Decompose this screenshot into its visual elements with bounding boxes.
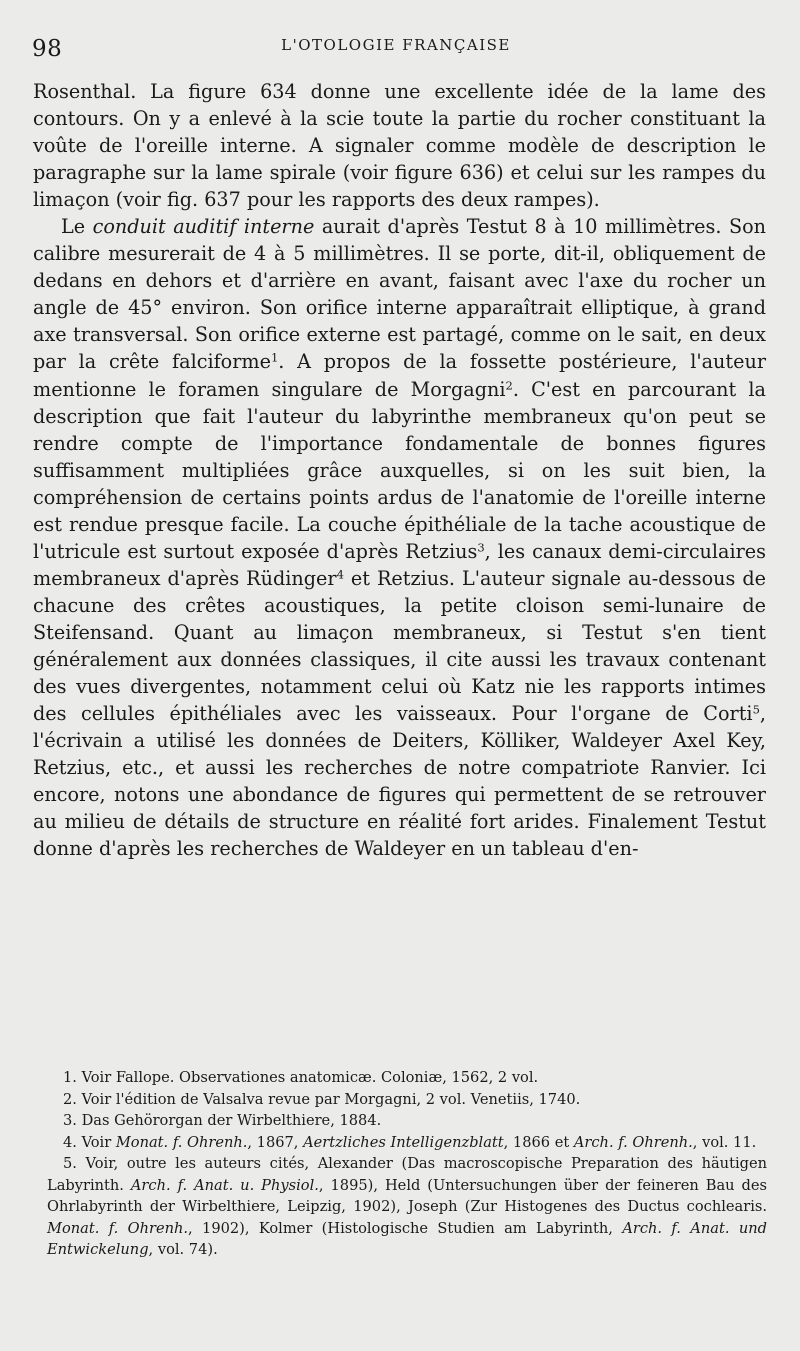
footnote-ref-4: 4 [336, 567, 344, 582]
footnote-4 [47, 1132, 767, 1154]
page-number: 98 [32, 36, 63, 62]
text-run: , 1867, [247, 1133, 304, 1151]
text-run: , 1902), Kolmer (Histologische Studien am Labyrinth, [188, 1219, 623, 1237]
text-run: , 1866 et [503, 1133, 574, 1151]
journal-title: Monat. f. Ohrenh. [47, 1219, 189, 1237]
text-run: , vol. 74). [148, 1241, 218, 1258]
footnote-ref-1: 1 [270, 351, 279, 366]
text-run: aurait d'après Testut 8 à 10 millimètres. Son calibre mesurerait de 4 à 5 millimètres. Il se porte, dit-il, obliquement de dedans en dehors et d'arrière en avant, faisant avec l'axe du rocher un angle de 45° environ. Son orifice interne apparaîtrait elliptique, à grand axe transversal. Son orifice externe est partagé, comme on le sait, en deux par la crête falciforme [33, 215, 766, 374]
text-run: 4. Voir [63, 1133, 116, 1151]
footnote-ref-3: 3 [477, 540, 485, 555]
journal-title: Arch. f. Anat. und Entwickelung [47, 1219, 767, 1258]
journal-title: Arch. f. Anat. u. Physiol. [130, 1176, 319, 1194]
text-run: Le [61, 215, 93, 239]
text-run: et Retzius. L'auteur signale au-dessous de chacune des crêtes acoustiques, la petite cloison semi-lunaire de Steifensand. Quant au limaçon membraneux, si Testut s'en tient généralement aux données classiques, il cite aussi les travaux contenant des vues divergentes, notamment celui où Katz nie les rapports intimes des cellules épithéliales avec les vaisseaux. Pour l'organe de Corti [33, 566, 766, 726]
footnote-2: 2. Voir l'édition de Valsalva revue par Morgagni, 2 vol. Venetiis, 1740. [63, 1090, 581, 1108]
main-text [33, 78, 766, 862]
footnote-3: 3. Das Gehörorgan der Wirbelthiere, 1884. [63, 1112, 382, 1129]
text-run: , l'écrivain a utilisé les données de Deiters, Kölliker, Waldeyer Axel Key, Retzius, etc., et aussi les recherches de notre compatriote Ranvier. Ici encore, notons une abondance de figures qui permettent de se retrouver au milieu de détails de structure en réalité fort arides. Finalement Testut donne d'après les recherches de Waldeyer en un tableau d'en- [33, 702, 766, 861]
italic-term: conduit auditif interne [92, 215, 315, 239]
text-run: . A propos de la fossette postérieure, l'auteur mentionne le foramen singulare de Morgagni [33, 350, 766, 401]
footnote-5 [47, 1153, 767, 1261]
journal-title: Monat. f. Ohrenh. [115, 1133, 248, 1151]
text-run: , 1895), Held (Untersuchungen über der feineren Bau des Ohrlabyrinth der Wirbelthiere, Leipzig, 1902), Joseph (Zur Histogenes des Ductus cochlearis. [47, 1176, 767, 1215]
journal-title: Aertzliches Intelligenzblatt [303, 1133, 504, 1151]
running-head: L'OTOLOGIE FRANÇAISE [281, 36, 511, 54]
footnote-1: 1. Voir Fallope. Observationes anatomicæ. Coloniæ, 1562, 2 vol. [63, 1069, 539, 1086]
text-run: . C'est en parcourant la description que fait l'auteur du labyrinthe membraneux qu'on peut se rendre compte de l'importance fondamentale de bonnes figures suffisamment multipliées grâce auxquelles, si on les suit bien, la compréhension de certains points ardus de l'anatomie de l'oreille interne est rendue presque facile. La couche épithéliale de la tache acoustique de l'utricule est surtout exposée d'après Retzius [33, 377, 766, 563]
text-run: , les canaux demi-circulaires membraneux d'après Rüdinger [33, 539, 767, 590]
page-header [32, 30, 760, 66]
paragraph-2 [33, 213, 766, 862]
journal-title: Arch. f. Ohrenh. [573, 1133, 693, 1151]
text-run: 5. Voir, outre les auteurs cités, Alexander (Das macroscopische Preparation des häutigen Labyrinth. [47, 1155, 767, 1194]
footnote-ref-5: 5 [752, 702, 760, 717]
text-run: , vol. 11. [692, 1133, 757, 1151]
footnotes [47, 1067, 767, 1261]
footnote-ref-2: 2 [505, 378, 513, 393]
paragraph-1: Rosenthal. La figure 634 donne une excellente idée de la lame des contours. On y a enlevé à la scie toute la partie du rocher constituant la voûte de l'oreille interne. A signaler comme modèle de description le paragraphe sur la lame spirale (voir figure 636) et celui sur les rampes du limaçon (voir fig. 637 pour les rapports des deux rampes). [33, 80, 766, 212]
